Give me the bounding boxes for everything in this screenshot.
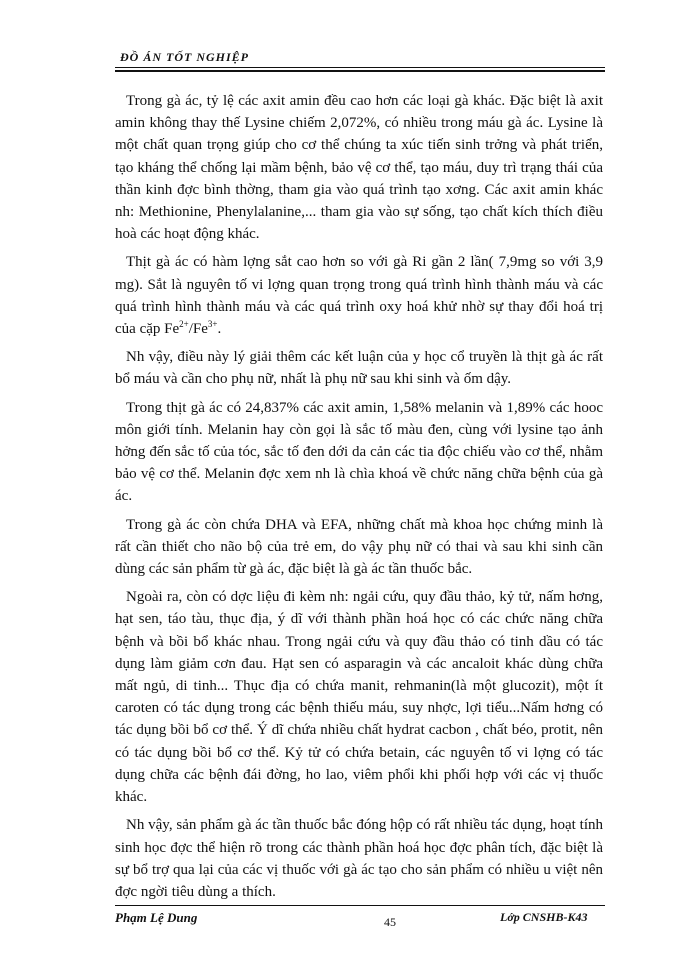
paragraph-iron-text: Thịt gà ác có hàm lợng sắt cao hơn so với gà Ri gần 2 lần( 7,9mg so với 3,9 mg). Sắt là nguyên tố vi lợng quan trọng trong quá trình hình thành máu và các quá trình hình thành máu và các quá trình oxy hoá khử nhờ sự thay đổi hoá trị của cặp Fe [115,254,603,338]
footer-rule [115,905,605,906]
paragraph-lysine: Trong gà ác, tỷ lệ các axit amin đều cao hơn các loại gà khác. Đặc biệt là axit amin không thay thế Lysine chiếm 2,072%, có nhiều trong máu gà ác. Lysine là một chất quan trọng giúp cho cơ thể chúng ta xúc tiến sinh trởng và phát triển, tạo kháng thể chống lại mầm bệnh, bảo vệ cơ thể, tạo máu, duy trì trạng thái của thần kinh đợc bình thờng, tham gia vào quá trình tạo xơng. Các axit amin khác nh: Methionine, Phenylalanine,... tham gia vào sự sống, tạo chất kích thích điều hoà các hoạt động khác. [115,93,603,243]
document-header-title: ĐỒ ÁN TỐT NGHIỆP [120,50,249,64]
page-number: 45 [384,915,396,929]
paragraph-dha-efa: Trong gà ác còn chứa DHA và EFA, những chất mà khoa học chứng minh là rất cần thiết cho não bộ của trẻ em, do vậy phụ nữ có thai và sau khi sinh cần dùng các sản phẩm từ gà ác, đặc biệt là gà ác tần thuốc bắc. [115,516,603,578]
paragraph-traditional-medicine: Nh vậy, điều này lý giải thêm các kết luận của y học cổ truyền là thịt gà ác rất bổ máu và cần cho phụ nữ, nhất là phụ nữ sau khi sinh và ốm dậy. [115,349,603,388]
iron-slash-text: /Fe [188,321,208,338]
footer-class: Lớp CNSHB-K43 [500,910,588,924]
header-rule-top [115,67,605,68]
footer-author: Phạm Lệ Dung [115,910,198,925]
paragraph-herbal-ingredients: Ngoài ra, còn có dợc liệu đi kèm nh: ngải cứu, quy đầu thảo, kỷ tử, nấm hơng, hạt sen, táo tàu, thục địa, ý dĩ với thành phần hoá học có các chức năng chữa bệnh và bồi bổ khác nhau. Trong ngải cứu và quy đầu thảo có tinh dầu có tác dụng làm giảm cơn đau. Hạt sen có asparagin và các ancaloit khác dùng chữa mất ngủ, di tinh... Thục địa có chứa manit, rehmanin(là một glucozit), một ít caroten có tác dụng trong các bệnh thiếu máu, suy nhợc, lợi tiểu...Nấm hơng có tác dụng bồi bổ cơ thể. Ý dĩ chứa nhiều chất hydrat cacbon , chất béo, protit, nên có tác dụng bồi bổ cơ thể. Kỷ tử có chứa betain, các nguyên tố vi lợng có tác dụng chữa các bệnh đái đờng, ho lao, viêm phổi khi phối hợp với các vị thuốc khác. [115,589,603,806]
header-rule-bottom [115,70,605,72]
paragraph-conclusion: Nh vậy, sản phẩm gà ác tần thuốc bắc đóng hộp có rất nhiều tác dụng, hoạt tính sinh học đợc thể hiện rõ trong các thành phần hoá học đợc phân tích, đặc biệt là sự bổ trợ qua lại của các vị thuốc với gà ác tạo cho sản phẩm có nhiều u việt nên đợc ngời tiêu dùng a thích. [115,817,603,900]
paragraph-iron [115,251,603,340]
paragraph-melanin: Trong thịt gà ác có 24,837% các axit amin, 1,58% melanin và 1,89% các hooc môn giới tính. Melanin hay còn gọi là sắc tố màu đen, cùng với lysine tạo ảnh hởng đến sắc tố của tóc, sắc tố đen dới da cản các tia độc chiếu vào cơ thể, nhằm bảo vệ cơ thể. Melanin đợc xem nh là chìa khoá về chức năng chữa bệnh của gà ác. [115,399,603,505]
paragraph-iron-end: . [217,321,222,338]
document-body [115,90,603,909]
iron-ion-2-superscript: 2+ [179,319,189,330]
iron-ion-3-superscript: 3+ [207,319,218,330]
